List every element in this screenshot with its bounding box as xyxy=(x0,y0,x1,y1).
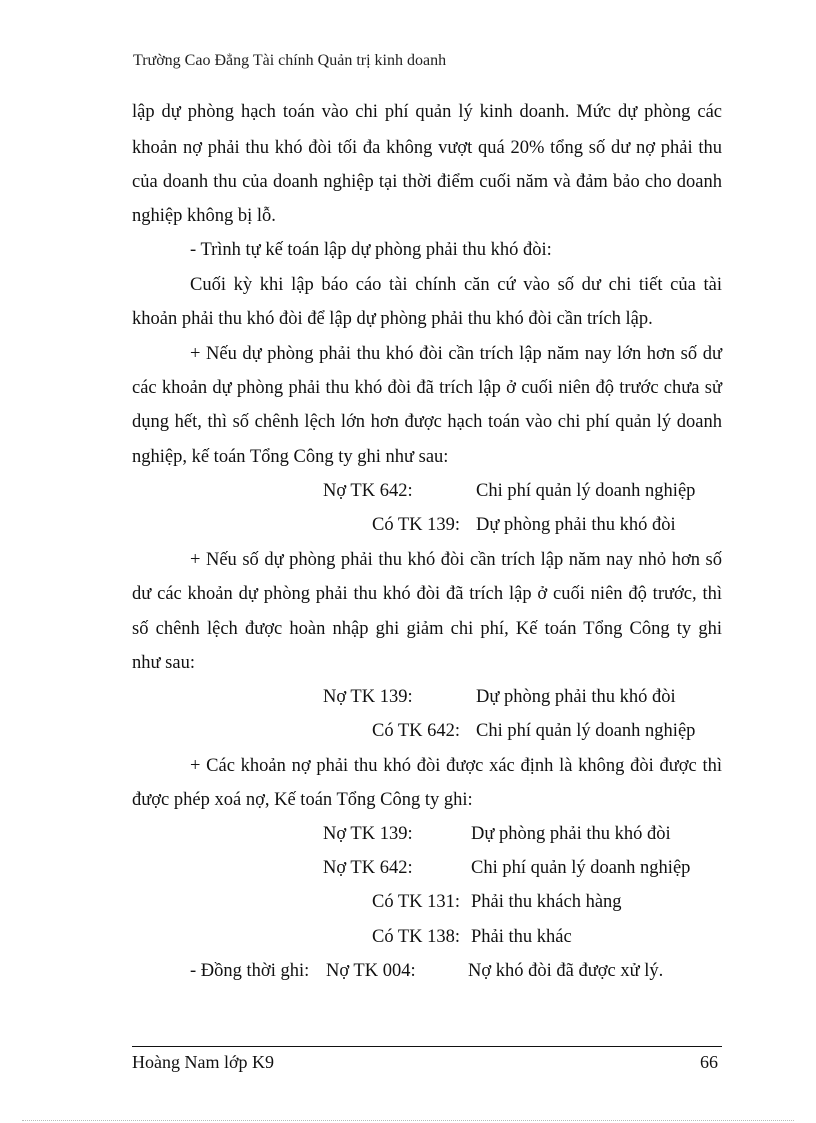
debit-account: Nợ TK 642: xyxy=(323,481,413,501)
school-name: Trường Cao Đẳng Tài chính Quản trị kinh doanh xyxy=(133,52,447,69)
footer-divider xyxy=(132,1046,722,1047)
page-edge-divider xyxy=(22,1120,794,1121)
text-line: Cuối kỳ khi lập báo cáo tài chính căn cứ vào số dư chi tiết của tài xyxy=(190,275,722,295)
text-line: lập dự phòng hạch toán vào chi phí quản lý kinh doanh. Mức dự phòng các xyxy=(132,102,722,122)
text-line: như sau: xyxy=(132,653,195,673)
credit-account: Có TK 138: xyxy=(372,927,461,947)
text-line: của doanh thu của doanh nghiệp tại thời điểm cuối năm và đảm bảo cho doanh xyxy=(132,172,722,192)
account-description: Chi phí quản lý doanh nghiệp xyxy=(471,858,691,878)
text-line: số chênh lệch được hoàn nhập ghi giảm chi phí, Kế toán Tổng Công ty ghi xyxy=(132,619,722,639)
credit-account: Có TK 139: xyxy=(372,515,461,535)
account-description: Nợ khó đòi đã được xử lý. xyxy=(468,961,664,981)
debit-account: Nợ TK 139: xyxy=(323,824,413,844)
account-description: Phải thu khách hàng xyxy=(471,892,622,912)
text-line: các khoản dự phòng phải thu khó đòi đã trích lập ở cuối niên độ trước chưa sử xyxy=(132,378,722,398)
text-line: + Các khoản nợ phải thu khó đòi được xác định là không đòi được thì xyxy=(190,756,722,776)
text-line: nghiệp không bị lỗ. xyxy=(132,206,276,226)
text-line: khoản phải thu khó đòi để lập dự phòng phải thu khó đòi cần trích lập. xyxy=(132,309,653,329)
text-line: dụng hết, thì số chênh lệch lớn hơn được hạch toán vào chi phí quản lý doanh xyxy=(132,412,722,432)
debit-account: Nợ TK 139: xyxy=(323,687,413,707)
text-line: + Nếu dự phòng phải thu khó đòi cần trích lập năm nay lớn hơn số dư xyxy=(190,344,722,364)
account-description: Dự phòng phải thu khó đòi xyxy=(471,824,671,844)
credit-account: Có TK 642: xyxy=(372,721,461,741)
credit-account: Có TK 131: xyxy=(372,892,461,912)
account-description: Chi phí quản lý doanh nghiệp xyxy=(476,481,696,501)
text-line: nghiệp, kế toán Tổng Công ty ghi như sau: xyxy=(132,447,449,467)
debit-account: Nợ TK 004: xyxy=(326,961,416,981)
account-description: Chi phí quản lý doanh nghiệp xyxy=(476,721,696,741)
footer-author: Hoàng Nam lớp K9 xyxy=(132,1052,274,1072)
account-description: Dự phòng phải thu khó đòi xyxy=(476,687,676,707)
entry-prefix: - Đồng thời ghi: xyxy=(190,961,310,981)
text-line: khoản nợ phải thu khó đòi tối đa không vượt quá 20% tổng số dư nợ phải thu xyxy=(132,138,722,158)
account-description: Phải thu khác xyxy=(471,927,572,947)
account-description: Dự phòng phải thu khó đòi xyxy=(476,515,676,535)
page-number: 66 xyxy=(700,1052,718,1072)
text-line: + Nếu số dự phòng phải thu khó đòi cần trích lập năm nay nhỏ hơn số xyxy=(190,550,722,570)
debit-account: Nợ TK 642: xyxy=(323,858,413,878)
text-line: dư các khoản dự phòng phải thu khó đòi đã trích lập ở cuối niên độ trước, thì xyxy=(132,584,722,604)
section-heading: - Trình tự kế toán lập dự phòng phải thu khó đòi: xyxy=(190,240,552,260)
text-line: được phép xoá nợ, Kế toán Tổng Công ty ghi: xyxy=(132,790,473,810)
